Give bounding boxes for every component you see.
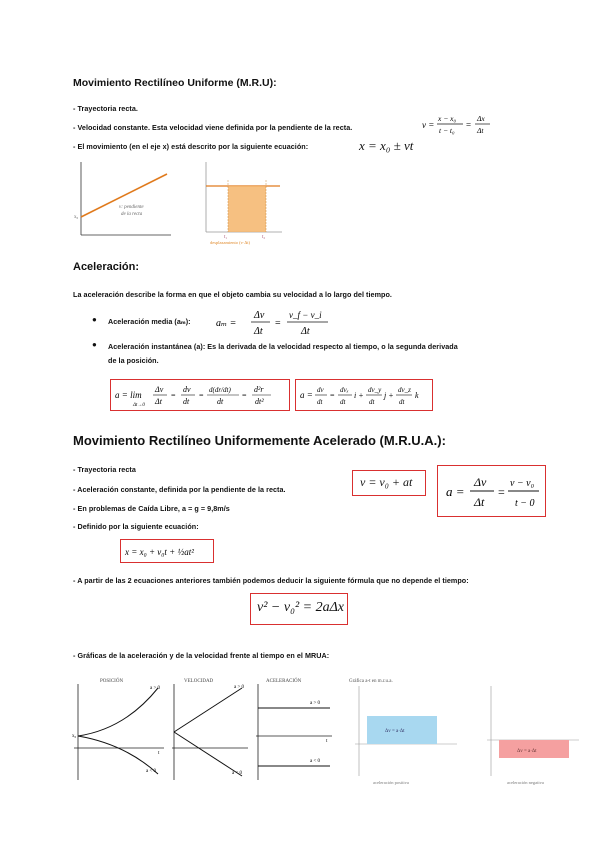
svg-text:Gráfica a-t en m.r.u.a.: Gráfica a-t en m.r.u.a. xyxy=(349,679,393,684)
svg-text:a > 0: a > 0 xyxy=(150,686,161,691)
svg-text:a =: a = xyxy=(446,484,465,499)
svg-text:d(dr/dt): d(dr/dt) xyxy=(209,386,231,394)
svg-text:Δt: Δt xyxy=(254,326,263,337)
svg-text:dt: dt xyxy=(399,398,405,406)
svg-text:dv: dv xyxy=(317,386,324,394)
mrua-deduce-text: - A partir de las 2 ecuaciones anteriores también podemos deducir la siguiente fórmula que no depende el tiempo: xyxy=(73,576,469,585)
mrua-velocity-eq: v = v₀ + at xyxy=(360,475,413,489)
mru-bullet-1: - Trayectoria recta. xyxy=(73,104,138,113)
mru-bullet-2: - Velocidad constante. Esta velocidad viene definida por la pendiente de la recta. xyxy=(73,123,353,132)
svg-text:dv_z: dv_z xyxy=(398,386,411,394)
aceleracion-media-label: Aceleración media (aₘ): xyxy=(108,317,191,326)
svg-text:dt: dt xyxy=(317,398,323,406)
mru-velocity-formula xyxy=(420,110,505,140)
svg-text:Δv = a·Δt: Δv = a·Δt xyxy=(385,729,405,734)
mrua-acc-num: Δv xyxy=(474,475,487,489)
svg-text:de la recta: de la recta xyxy=(121,212,143,217)
svg-text:=: = xyxy=(242,391,247,400)
svg-text:a < 0: a < 0 xyxy=(232,771,243,776)
svg-text:Δt: Δt xyxy=(301,326,310,337)
mrua-position-box xyxy=(120,539,214,563)
svg-text:x = x₀ + v₀t + ½at²: x = x₀ + v₀t + ½at² xyxy=(125,547,194,557)
bullet-dot-2: ● xyxy=(92,340,97,349)
svg-text:=: = xyxy=(498,485,505,499)
svg-text:x₀: x₀ xyxy=(74,215,79,220)
svg-text:dv_y: dv_y xyxy=(368,386,382,394)
mrua-bullet-2: - Aceleración constante, definida por la pendiente de la recta. xyxy=(73,485,286,494)
mrua-timeless-eq: v² − v₀² = 2aΔx xyxy=(257,600,345,615)
svg-text:aceleración negativa: aceleración negativa xyxy=(507,780,544,785)
mrua-bullet-3: - En problemas de Caída Libre, a = g = 9,8m/s xyxy=(73,504,230,513)
mrua-velocity-graph xyxy=(168,674,250,784)
svg-text:dt: dt xyxy=(340,398,346,406)
svg-text:Δv = a·Δt: Δv = a·Δt xyxy=(517,749,537,754)
svg-text:Δt: Δt xyxy=(477,126,484,135)
svg-text:aₘ =: aₘ = xyxy=(216,318,237,329)
mrua-timeless-box xyxy=(250,593,348,625)
aceleracion-title: Aceleración: xyxy=(73,261,140,273)
svg-text:dt: dt xyxy=(183,397,190,406)
mrua-acceleration-graph xyxy=(252,674,334,784)
svg-text:x − x₀: x − x₀ xyxy=(438,114,457,123)
svg-text:t − 0: t − 0 xyxy=(515,498,535,509)
svg-text:VELOCIDAD: VELOCIDAD xyxy=(184,679,214,684)
svg-text:POSICIÓN: POSICIÓN xyxy=(100,679,124,684)
aceleracion-instantanea-label-1: Aceleración instantánea (a): Es la derivada de la velocidad respecto al tiempo, o la segunda derivada xyxy=(108,342,458,351)
aceleracion-derivada-box xyxy=(110,379,290,411)
svg-text:x₀: x₀ xyxy=(72,734,77,739)
mru-position-formula: x = x₀ ± vt xyxy=(359,138,414,153)
svg-text:Δv: Δv xyxy=(155,385,164,394)
svg-text:=: = xyxy=(330,391,335,400)
mrua-bullet-1: - Trayectoria recta xyxy=(73,465,136,474)
svg-text:t: t xyxy=(326,739,328,744)
mrua-area-graphs xyxy=(345,674,581,789)
svg-text:a = lim: a = lim xyxy=(115,390,142,400)
mrua-velocity-box xyxy=(352,470,426,496)
svg-text:dt: dt xyxy=(217,397,224,406)
svg-text:i +: i + xyxy=(354,391,364,400)
mru-bullet-3: - El movimiento (en el eje x) está descrito por la siguiente ecuación: xyxy=(73,142,309,151)
svg-text:desplazamiento (v·Δt): desplazamiento (v·Δt) xyxy=(210,240,251,245)
svg-text:v =: v = xyxy=(422,120,435,130)
svg-text:Δv: Δv xyxy=(254,310,265,321)
mru-title: Movimiento Rectilíneo Uniforme (M.R.U): xyxy=(73,77,277,89)
mrua-acceleration-box xyxy=(437,465,546,517)
svg-text:k: k xyxy=(415,391,419,400)
svg-text:a =: a = xyxy=(300,390,313,400)
svg-text:aceleración positiva: aceleración positiva xyxy=(373,780,409,785)
svg-text:j +: j + xyxy=(384,391,394,400)
aceleracion-componentes-box xyxy=(295,379,433,411)
svg-text:=: = xyxy=(466,120,472,130)
mrua-bullet-4: - Definido por la siguiente ecuación: xyxy=(73,522,199,531)
aceleracion-media-formula xyxy=(214,306,344,338)
svg-text:dt²: dt² xyxy=(255,397,264,406)
bullet-dot-1: ● xyxy=(92,315,97,324)
svg-text:ACELERACIÓN: ACELERACIÓN xyxy=(266,679,302,684)
svg-text:t − t₀: t − t₀ xyxy=(439,126,455,135)
svg-text:a > 0: a > 0 xyxy=(310,701,321,706)
svg-text:t: t xyxy=(158,751,160,756)
aceleracion-description: La aceleración describe la forma en que el objeto cambia su velocidad a lo largo del tiempo. xyxy=(73,290,392,299)
svg-text:v_f − v_i: v_f − v_i xyxy=(289,310,322,320)
svg-text:d²r: d²r xyxy=(254,385,264,394)
svg-text:Δt→0: Δt→0 xyxy=(133,403,145,408)
mru-vt-graph xyxy=(200,160,285,245)
svg-text:dt: dt xyxy=(369,398,375,406)
svg-text:t₂: t₂ xyxy=(262,235,266,240)
svg-text:Δt: Δt xyxy=(155,397,162,406)
mrua-graphs-title: - Gráficas de la aceleración y de la velocidad frente al tiempo en el MRUA: xyxy=(73,651,330,660)
aceleracion-instantanea-label-2: de la posición. xyxy=(108,356,159,365)
svg-text:v − v₀: v − v₀ xyxy=(510,478,535,489)
svg-text:dv: dv xyxy=(183,385,191,394)
svg-text:a < 0: a < 0 xyxy=(146,769,157,774)
svg-text:v: pendiente: v: pendiente xyxy=(119,205,144,210)
mrua-position-graph xyxy=(70,674,166,784)
svg-text:=: = xyxy=(199,391,204,400)
svg-text:=: = xyxy=(275,318,281,329)
mrua-title: Movimiento Rectilíneo Uniformemente Acelerado (M.R.U.A.): xyxy=(73,433,446,448)
svg-text:dvₓ: dvₓ xyxy=(340,386,349,394)
svg-text:Δx: Δx xyxy=(477,114,485,123)
svg-text:a < 0: a < 0 xyxy=(310,759,321,764)
svg-text:a > 0: a > 0 xyxy=(234,685,245,690)
mrua-acc-den: Δt xyxy=(474,495,485,509)
mru-xt-graph xyxy=(73,160,173,242)
svg-text:t₁: t₁ xyxy=(224,235,228,240)
svg-text:=: = xyxy=(171,391,176,400)
